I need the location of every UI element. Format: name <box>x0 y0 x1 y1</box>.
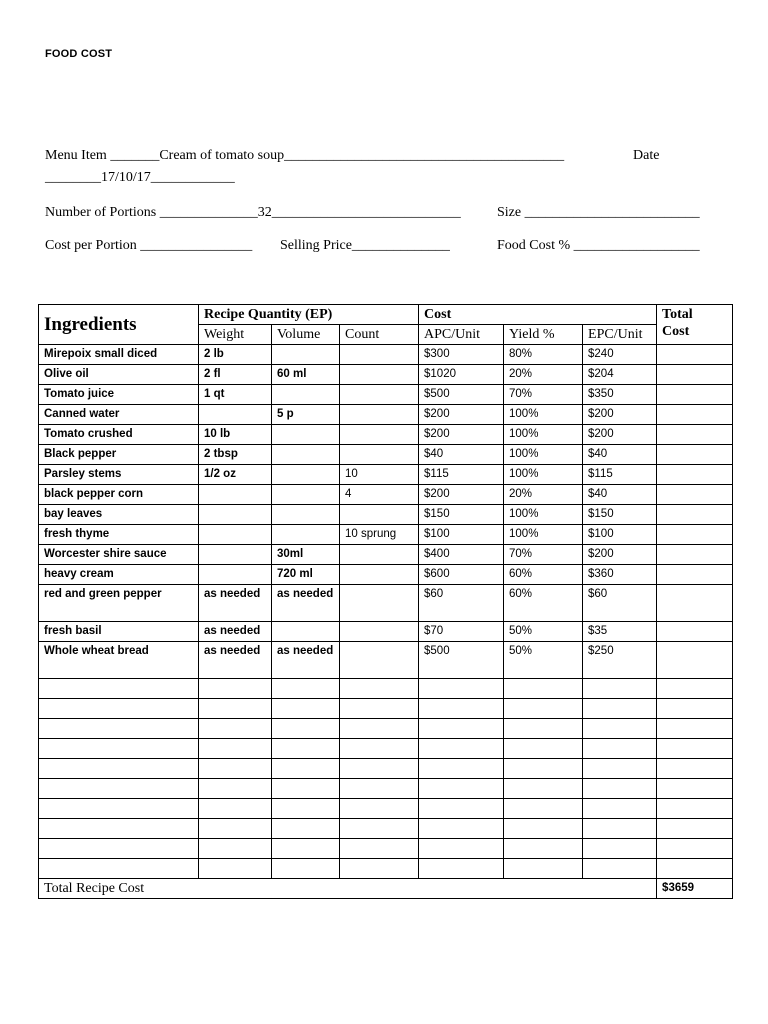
yield-cell: 20% <box>504 485 583 505</box>
empty-cell <box>272 679 340 699</box>
epc-unit-cell: $350 <box>583 385 657 405</box>
ingredient-cell: Mirepoix small diced <box>39 345 199 365</box>
ingredient-cell: fresh basil <box>39 622 199 642</box>
epc-unit-cell: $100 <box>583 525 657 545</box>
total-cost-cell <box>657 345 733 365</box>
empty-cell <box>504 859 583 879</box>
empty-cell <box>504 679 583 699</box>
weight-cell: as needed <box>199 585 272 622</box>
empty-table-row <box>39 859 733 879</box>
yield-cell: 50% <box>504 622 583 642</box>
volume-cell <box>272 465 340 485</box>
empty-cell <box>39 799 199 819</box>
empty-cell <box>39 779 199 799</box>
empty-cell <box>583 859 657 879</box>
weight-cell: 1 qt <box>199 385 272 405</box>
empty-cell <box>657 779 733 799</box>
empty-cell <box>657 819 733 839</box>
epc-unit-cell: $240 <box>583 345 657 365</box>
empty-cell <box>199 799 272 819</box>
empty-cell <box>199 859 272 879</box>
total-cost-cell <box>657 485 733 505</box>
empty-cell <box>583 679 657 699</box>
selling-price-line: Selling Price______________ <box>280 238 450 253</box>
empty-cell <box>199 779 272 799</box>
epc-unit-cell: $204 <box>583 365 657 385</box>
total-cost-cell <box>657 405 733 425</box>
empty-cell <box>272 759 340 779</box>
cost-header: Cost <box>419 305 657 325</box>
ingredient-cell: Worcester shire sauce <box>39 545 199 565</box>
table-row <box>39 445 733 465</box>
weight-cell <box>199 505 272 525</box>
empty-cell <box>272 859 340 879</box>
empty-cell <box>583 819 657 839</box>
weight-header: Weight <box>199 325 272 345</box>
table-row <box>39 465 733 485</box>
empty-cell <box>340 859 419 879</box>
empty-cell <box>39 739 199 759</box>
cost-per-portion-line: Cost per Portion ________________ <box>45 238 253 253</box>
yield-cell: 60% <box>504 585 583 622</box>
table-row <box>39 405 733 425</box>
epc-unit-cell: $200 <box>583 405 657 425</box>
empty-cell <box>657 719 733 739</box>
weight-cell: 1/2 oz <box>199 465 272 485</box>
epc-unit-cell: $250 <box>583 642 657 679</box>
apc-unit-cell: $1020 <box>419 365 504 385</box>
empty-cell <box>657 699 733 719</box>
empty-cell <box>39 839 199 859</box>
volume-cell <box>272 622 340 642</box>
empty-cell <box>419 679 504 699</box>
empty-table-row <box>39 699 733 719</box>
empty-cell <box>199 699 272 719</box>
yield-cell: 100% <box>504 425 583 445</box>
empty-table-row <box>39 839 733 859</box>
portions-line: Number of Portions ______________32___________________________ <box>45 205 461 220</box>
empty-cell <box>340 759 419 779</box>
empty-cell <box>583 759 657 779</box>
empty-cell <box>419 799 504 819</box>
empty-cell <box>583 779 657 799</box>
count-header: Count <box>340 325 419 345</box>
epc-unit-cell: $115 <box>583 465 657 485</box>
empty-cell <box>272 719 340 739</box>
empty-cell <box>583 719 657 739</box>
empty-cell <box>39 719 199 739</box>
yield-cell: 100% <box>504 405 583 425</box>
count-cell <box>340 505 419 525</box>
total-cost-cell <box>657 642 733 679</box>
empty-cell <box>340 819 419 839</box>
empty-cell <box>583 739 657 759</box>
apc-unit-cell: $200 <box>419 405 504 425</box>
apc-unit-cell: $115 <box>419 465 504 485</box>
ingredient-cell: Parsley stems <box>39 465 199 485</box>
ingredient-cell: Canned water <box>39 405 199 425</box>
empty-cell <box>39 699 199 719</box>
count-cell <box>340 445 419 465</box>
table-row <box>39 485 733 505</box>
empty-cell <box>504 839 583 859</box>
ingredient-cell: bay leaves <box>39 505 199 525</box>
empty-cell <box>39 859 199 879</box>
empty-cell <box>657 759 733 779</box>
empty-cell <box>419 699 504 719</box>
empty-cell <box>419 739 504 759</box>
weight-cell <box>199 525 272 545</box>
ingredient-cell: Tomato crushed <box>39 425 199 445</box>
total-cost-cell <box>657 585 733 622</box>
volume-cell: as needed <box>272 585 340 622</box>
total-cost-cell <box>657 385 733 405</box>
empty-cell <box>504 699 583 719</box>
volume-header: Volume <box>272 325 340 345</box>
empty-table-row <box>39 739 733 759</box>
date-label: Date <box>633 148 660 163</box>
empty-cell <box>583 799 657 819</box>
weight-cell: 2 lb <box>199 345 272 365</box>
volume-cell: as needed <box>272 642 340 679</box>
empty-cell <box>657 739 733 759</box>
empty-cell <box>340 799 419 819</box>
total-cost-cell <box>657 425 733 445</box>
volume-cell <box>272 445 340 465</box>
empty-cell <box>199 759 272 779</box>
epc-unit-cell: $360 <box>583 565 657 585</box>
apc-unit-cell: $500 <box>419 642 504 679</box>
food-cost-percent-line: Food Cost % __________________ <box>497 238 700 253</box>
empty-cell <box>657 799 733 819</box>
total-cost-cell <box>657 365 733 385</box>
empty-cell <box>504 759 583 779</box>
empty-cell <box>657 839 733 859</box>
weight-cell: as needed <box>199 622 272 642</box>
volume-cell <box>272 425 340 445</box>
yield-cell: 100% <box>504 525 583 545</box>
table-row <box>39 622 733 642</box>
ingredient-cell: Whole wheat bread <box>39 642 199 679</box>
epc-unit-cell: $200 <box>583 425 657 445</box>
total-recipe-cost-label: Total Recipe Cost <box>39 879 657 899</box>
recipe-quantity-header: Recipe Quantity (EP) <box>199 305 419 325</box>
empty-table-row <box>39 819 733 839</box>
apc-unit-cell: $60 <box>419 585 504 622</box>
empty-cell <box>419 839 504 859</box>
weight-cell <box>199 405 272 425</box>
table-row <box>39 505 733 525</box>
ingredient-cell: Tomato juice <box>39 385 199 405</box>
empty-cell <box>504 799 583 819</box>
empty-cell <box>272 839 340 859</box>
count-cell: 10 <box>340 465 419 485</box>
empty-cell <box>199 739 272 759</box>
count-cell: 10 sprung <box>340 525 419 545</box>
volume-cell <box>272 525 340 545</box>
empty-cell <box>583 699 657 719</box>
empty-table-row <box>39 799 733 819</box>
apc-unit-cell: $600 <box>419 565 504 585</box>
count-cell <box>340 585 419 622</box>
apc-unit-cell: $70 <box>419 622 504 642</box>
yield-header: Yield % <box>504 325 583 345</box>
epc-unit-cell: $200 <box>583 545 657 565</box>
apc-unit-header: APC/Unit <box>419 325 504 345</box>
empty-cell <box>340 679 419 699</box>
empty-cell <box>419 859 504 879</box>
empty-cell <box>199 679 272 699</box>
apc-unit-cell: $40 <box>419 445 504 465</box>
empty-cell <box>504 819 583 839</box>
date-value-line: ________17/10/17____________ <box>45 170 235 185</box>
empty-cell <box>272 699 340 719</box>
count-cell <box>340 385 419 405</box>
total-cost-cell <box>657 565 733 585</box>
total-cost-cell <box>657 445 733 465</box>
count-cell <box>340 405 419 425</box>
empty-cell <box>504 739 583 759</box>
total-cost-cell <box>657 505 733 525</box>
empty-table-row <box>39 759 733 779</box>
epc-unit-cell: $60 <box>583 585 657 622</box>
yield-cell: 100% <box>504 505 583 525</box>
table-row <box>39 525 733 545</box>
weight-cell: 2 fl <box>199 365 272 385</box>
empty-cell <box>199 719 272 739</box>
table-row <box>39 345 733 365</box>
yield-cell: 70% <box>504 545 583 565</box>
apc-unit-cell: $500 <box>419 385 504 405</box>
yield-cell: 50% <box>504 642 583 679</box>
size-line: Size _________________________ <box>497 205 700 220</box>
apc-unit-cell: $400 <box>419 545 504 565</box>
count-cell <box>340 565 419 585</box>
apc-unit-cell: $150 <box>419 505 504 525</box>
empty-table-row <box>39 719 733 739</box>
empty-cell <box>340 699 419 719</box>
epc-unit-header: EPC/Unit <box>583 325 657 345</box>
table-row <box>39 642 733 679</box>
count-cell <box>340 345 419 365</box>
apc-unit-cell: $200 <box>419 485 504 505</box>
total-cost-cell <box>657 525 733 545</box>
table-row <box>39 565 733 585</box>
document-title: FOOD COST <box>45 48 113 60</box>
total-cost-cell <box>657 545 733 565</box>
ingredients-header: Ingredients <box>39 305 199 345</box>
apc-unit-cell: $300 <box>419 345 504 365</box>
count-cell <box>340 365 419 385</box>
ingredient-cell: Black pepper <box>39 445 199 465</box>
volume-cell <box>272 345 340 365</box>
apc-unit-cell: $100 <box>419 525 504 545</box>
empty-cell <box>199 839 272 859</box>
empty-cell <box>657 679 733 699</box>
apc-unit-cell: $200 <box>419 425 504 445</box>
empty-table-row <box>39 679 733 699</box>
empty-cell <box>419 719 504 739</box>
empty-cell <box>340 779 419 799</box>
menu-item-line: Menu Item _______Cream of tomato soup________________________________________ <box>45 148 565 163</box>
weight-cell <box>199 485 272 505</box>
empty-cell <box>39 679 199 699</box>
total-recipe-cost-value: $3659 <box>657 879 733 899</box>
weight-cell <box>199 545 272 565</box>
empty-cell <box>39 759 199 779</box>
empty-cell <box>340 839 419 859</box>
total-cost-header <box>657 305 733 345</box>
epc-unit-cell: $35 <box>583 622 657 642</box>
count-cell <box>340 642 419 679</box>
count-cell <box>340 622 419 642</box>
count-cell <box>340 425 419 445</box>
table-row <box>39 545 733 565</box>
ingredient-cell: fresh thyme <box>39 525 199 545</box>
total-cost-header-line2: Cost <box>662 324 690 339</box>
yield-cell: 20% <box>504 365 583 385</box>
table-row <box>39 425 733 445</box>
ingredient-cell: heavy cream <box>39 565 199 585</box>
weight-cell: 2 tbsp <box>199 445 272 465</box>
empty-cell <box>272 779 340 799</box>
volume-cell: 5 p <box>272 405 340 425</box>
yield-cell: 60% <box>504 565 583 585</box>
volume-cell: 60 ml <box>272 365 340 385</box>
epc-unit-cell: $40 <box>583 485 657 505</box>
empty-cell <box>419 819 504 839</box>
yield-cell: 100% <box>504 465 583 485</box>
empty-cell <box>340 739 419 759</box>
ingredient-cell: black pepper corn <box>39 485 199 505</box>
ingredient-cell: red and green pepper <box>39 585 199 622</box>
count-cell <box>340 545 419 565</box>
empty-table-row <box>39 779 733 799</box>
yield-cell: 100% <box>504 445 583 465</box>
weight-cell: 10 lb <box>199 425 272 445</box>
yield-cell: 80% <box>504 345 583 365</box>
yield-cell: 70% <box>504 385 583 405</box>
empty-cell <box>340 719 419 739</box>
total-cost-cell <box>657 622 733 642</box>
empty-cell <box>419 759 504 779</box>
weight-cell <box>199 565 272 585</box>
empty-cell <box>583 839 657 859</box>
epc-unit-cell: $150 <box>583 505 657 525</box>
table-row <box>39 585 733 622</box>
empty-cell <box>272 799 340 819</box>
volume-cell <box>272 485 340 505</box>
empty-cell <box>272 739 340 759</box>
empty-cell <box>504 779 583 799</box>
volume-cell <box>272 505 340 525</box>
total-cost-header-line1: Total <box>662 307 693 322</box>
total-cost-cell <box>657 465 733 485</box>
empty-cell <box>39 819 199 839</box>
table-row <box>39 365 733 385</box>
empty-cell <box>199 819 272 839</box>
total-recipe-cost-row <box>39 879 733 899</box>
empty-cell <box>504 719 583 739</box>
empty-cell <box>272 819 340 839</box>
empty-cell <box>657 859 733 879</box>
weight-cell: as needed <box>199 642 272 679</box>
ingredient-cell: Olive oil <box>39 365 199 385</box>
count-cell: 4 <box>340 485 419 505</box>
volume-cell <box>272 385 340 405</box>
food-cost-table <box>38 304 733 899</box>
epc-unit-cell: $40 <box>583 445 657 465</box>
table-row <box>39 385 733 405</box>
volume-cell: 720 ml <box>272 565 340 585</box>
volume-cell: 30ml <box>272 545 340 565</box>
empty-cell <box>419 779 504 799</box>
